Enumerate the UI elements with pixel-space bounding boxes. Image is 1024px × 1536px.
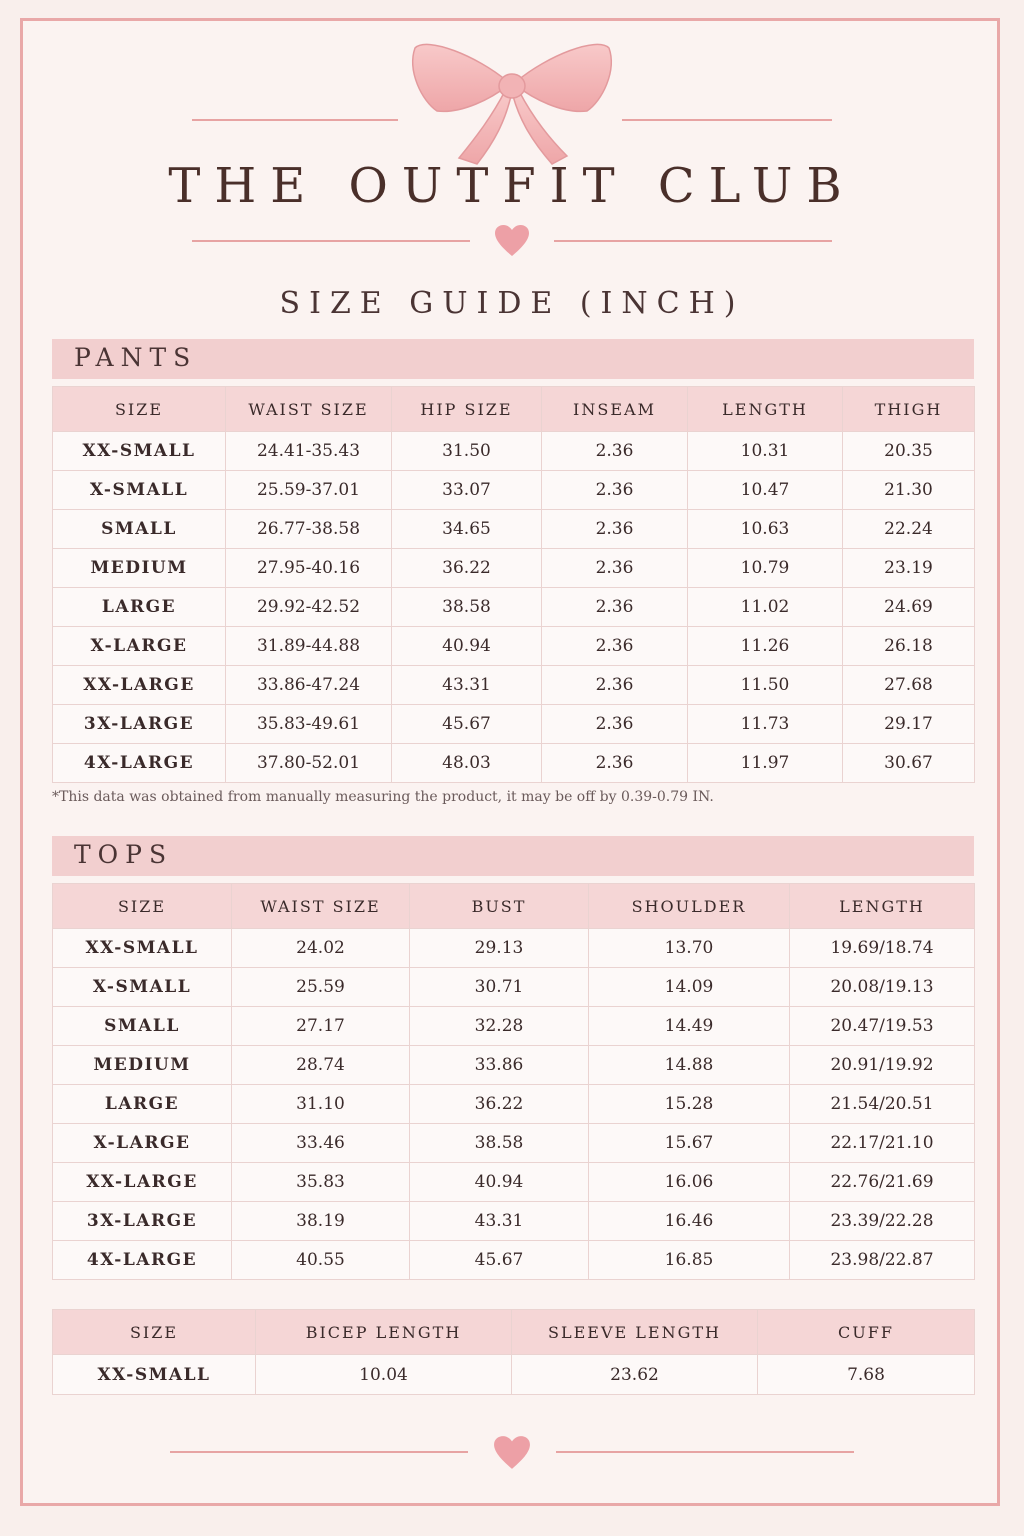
table-cell: 24.69 [843, 588, 975, 627]
table-row [53, 549, 975, 588]
table-cell: 10.63 [688, 510, 843, 549]
divider-line [556, 1451, 854, 1453]
size-label: XX-LARGE [53, 666, 226, 705]
table-row [53, 1046, 975, 1085]
table-cell: 14.09 [589, 968, 790, 1007]
divider-line [622, 119, 832, 121]
table-cell: 15.67 [589, 1124, 790, 1163]
column-header: THIGH [843, 387, 975, 432]
table-cell: 7.68 [758, 1355, 975, 1395]
table-row [53, 1163, 975, 1202]
table-cell: 10.31 [688, 432, 843, 471]
column-header: SIZE [53, 1310, 256, 1355]
table-cell: 23.39/22.28 [790, 1202, 975, 1241]
table-cell: 37.80-52.01 [226, 744, 392, 783]
table-cell: 24.02 [232, 929, 410, 968]
column-header: BICEP LENGTH [256, 1310, 512, 1355]
size-label: 3X-LARGE [53, 1202, 232, 1241]
table-cell: 10.04 [256, 1355, 512, 1395]
column-header: SIZE [53, 884, 232, 929]
table-cell: 23.98/22.87 [790, 1241, 975, 1280]
table-row [53, 1355, 975, 1395]
tops-section-header [52, 836, 974, 876]
size-label: 3X-LARGE [53, 705, 226, 744]
table-cell: 31.10 [232, 1085, 410, 1124]
table-row [53, 588, 975, 627]
table-cell: 2.36 [542, 744, 688, 783]
divider-line [192, 119, 398, 121]
table-cell: 2.36 [542, 549, 688, 588]
size-label: 4X-LARGE [53, 1241, 232, 1280]
table-cell: 30.71 [410, 968, 589, 1007]
size-label: LARGE [53, 1085, 232, 1124]
size-guide-title: SIZE GUIDE (INCH) [279, 286, 745, 321]
table-row [53, 510, 975, 549]
table-row [53, 929, 975, 968]
size-label: XX-LARGE [53, 1163, 232, 1202]
heart-icon [493, 1435, 531, 1471]
table-row [53, 1202, 975, 1241]
table-cell: 31.50 [392, 432, 542, 471]
table-cell: 33.46 [232, 1124, 410, 1163]
table-cell: 27.95-40.16 [226, 549, 392, 588]
size-label: MEDIUM [53, 1046, 232, 1085]
table-row [53, 968, 975, 1007]
table-cell: 29.17 [843, 705, 975, 744]
table-cell: 2.36 [542, 705, 688, 744]
table-cell: 43.31 [410, 1202, 589, 1241]
table-cell: 26.77-38.58 [226, 510, 392, 549]
table-cell: 27.68 [843, 666, 975, 705]
table-row [53, 1085, 975, 1124]
table-row [53, 432, 975, 471]
table-cell: 2.36 [542, 432, 688, 471]
size-label: X-LARGE [53, 1124, 232, 1163]
size-label: X-LARGE [53, 627, 226, 666]
tops-section-title: TOPS [74, 840, 174, 869]
table-cell: 36.22 [410, 1085, 589, 1124]
table-cell: 20.08/19.13 [790, 968, 975, 1007]
sleeve-size-table [52, 1309, 975, 1395]
column-header: BUST [410, 884, 589, 929]
table-cell: 10.47 [688, 471, 843, 510]
table-cell: 26.18 [843, 627, 975, 666]
table-cell: 35.83-49.61 [226, 705, 392, 744]
table-cell: 21.54/20.51 [790, 1085, 975, 1124]
table-cell: 2.36 [542, 666, 688, 705]
table-row [53, 471, 975, 510]
table-cell: 36.22 [392, 549, 542, 588]
pants-section-header [52, 339, 974, 379]
table-cell: 33.07 [392, 471, 542, 510]
table-cell: 25.59-37.01 [226, 471, 392, 510]
table-cell: 14.49 [589, 1007, 790, 1046]
column-header: WAIST SIZE [226, 387, 392, 432]
table-cell: 28.74 [232, 1046, 410, 1085]
table-row [53, 1124, 975, 1163]
table-cell: 16.06 [589, 1163, 790, 1202]
table-cell: 11.97 [688, 744, 843, 783]
size-label: X-SMALL [53, 471, 226, 510]
table-cell: 40.55 [232, 1241, 410, 1280]
table-cell: 20.47/19.53 [790, 1007, 975, 1046]
measurement-note: *This data was obtained from manually measuring the product, it may be off by 0.39-0.79 IN. [52, 789, 714, 805]
column-header: SIZE [53, 387, 226, 432]
table-cell: 11.50 [688, 666, 843, 705]
size-label: XX-SMALL [53, 432, 226, 471]
table-cell: 2.36 [542, 627, 688, 666]
table-row [53, 1007, 975, 1046]
table-cell: 11.02 [688, 588, 843, 627]
column-header: CUFF [758, 1310, 975, 1355]
table-row [53, 627, 975, 666]
column-header: INSEAM [542, 387, 688, 432]
table-cell: 40.94 [392, 627, 542, 666]
column-header: SHOULDER [589, 884, 790, 929]
column-header: WAIST SIZE [232, 884, 410, 929]
table-cell: 43.31 [392, 666, 542, 705]
pants-section-title: PANTS [74, 343, 198, 372]
brand-title: THE OUTFIT CLUB [168, 158, 856, 214]
table-cell: 20.91/19.92 [790, 1046, 975, 1085]
tops-header-row [53, 884, 975, 929]
size-label: SMALL [53, 510, 226, 549]
table-cell: 25.59 [232, 968, 410, 1007]
table-cell: 2.36 [542, 471, 688, 510]
table-cell: 48.03 [392, 744, 542, 783]
table-cell: 33.86-47.24 [226, 666, 392, 705]
table-row [53, 1241, 975, 1280]
table-cell: 45.67 [410, 1241, 589, 1280]
divider-line [170, 1451, 468, 1453]
table-cell: 13.70 [589, 929, 790, 968]
table-cell: 23.19 [843, 549, 975, 588]
table-cell: 27.17 [232, 1007, 410, 1046]
table-cell: 22.76/21.69 [790, 1163, 975, 1202]
tops-size-table [52, 883, 975, 1280]
table-cell: 31.89-44.88 [226, 627, 392, 666]
column-header: LENGTH [688, 387, 843, 432]
size-label: LARGE [53, 588, 226, 627]
size-label: X-SMALL [53, 968, 232, 1007]
size-label: XX-SMALL [53, 1355, 256, 1395]
size-label: 4X-LARGE [53, 744, 226, 783]
table-cell: 11.26 [688, 627, 843, 666]
table-row [53, 666, 975, 705]
column-header: HIP SIZE [392, 387, 542, 432]
table-cell: 15.28 [589, 1085, 790, 1124]
divider-line [554, 240, 832, 242]
table-cell: 40.94 [410, 1163, 589, 1202]
table-cell: 32.28 [410, 1007, 589, 1046]
table-cell: 23.62 [512, 1355, 758, 1395]
table-cell: 30.67 [843, 744, 975, 783]
size-label: MEDIUM [53, 549, 226, 588]
table-cell: 16.46 [589, 1202, 790, 1241]
column-header: LENGTH [790, 884, 975, 929]
table-cell: 38.19 [232, 1202, 410, 1241]
heart-icon [494, 224, 530, 258]
table-row [53, 744, 975, 783]
table-cell: 22.17/21.10 [790, 1124, 975, 1163]
table-row [53, 705, 975, 744]
column-header: SLEEVE LENGTH [512, 1310, 758, 1355]
table-cell: 21.30 [843, 471, 975, 510]
table-cell: 14.88 [589, 1046, 790, 1085]
table-cell: 33.86 [410, 1046, 589, 1085]
table-cell: 34.65 [392, 510, 542, 549]
table-cell: 24.41-35.43 [226, 432, 392, 471]
table-cell: 2.36 [542, 510, 688, 549]
bow-icon [407, 36, 617, 166]
table-cell: 29.92-42.52 [226, 588, 392, 627]
size-label: SMALL [53, 1007, 232, 1046]
divider-line [192, 240, 470, 242]
sleeves-header-row [53, 1310, 975, 1355]
table-cell: 35.83 [232, 1163, 410, 1202]
table-cell: 29.13 [410, 929, 589, 968]
table-cell: 38.58 [410, 1124, 589, 1163]
pants-header-row [53, 387, 975, 432]
table-cell: 11.73 [688, 705, 843, 744]
pants-size-table [52, 386, 975, 783]
table-cell: 45.67 [392, 705, 542, 744]
table-cell: 20.35 [843, 432, 975, 471]
table-cell: 10.79 [688, 549, 843, 588]
size-label: XX-SMALL [53, 929, 232, 968]
table-cell: 19.69/18.74 [790, 929, 975, 968]
table-cell: 22.24 [843, 510, 975, 549]
table-cell: 16.85 [589, 1241, 790, 1280]
table-cell: 2.36 [542, 588, 688, 627]
table-cell: 38.58 [392, 588, 542, 627]
